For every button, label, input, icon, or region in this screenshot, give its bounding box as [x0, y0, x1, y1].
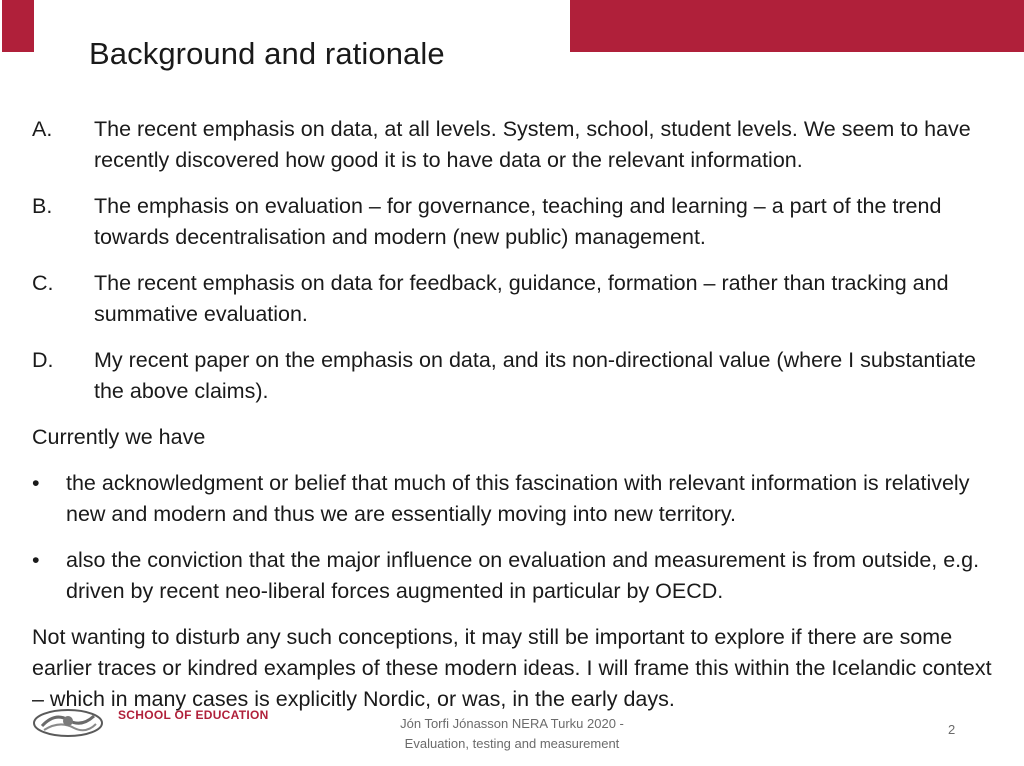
- list-item: [32, 114, 1000, 176]
- footer-line-topic: Evaluation, testing and measurement: [404, 736, 620, 751]
- list-item: [32, 268, 1000, 330]
- list-marker: D.: [32, 348, 54, 372]
- school-of-education-label: SCHOOL OF EDUCATION: [118, 708, 269, 722]
- list-marker: C.: [32, 271, 54, 295]
- section-intro: Currently we have: [32, 425, 206, 449]
- header-accent-bar-right: [570, 0, 1024, 52]
- slide-title: Background and rationale: [89, 36, 445, 71]
- closing-paragraph: Not wanting to disturb any such conceptions, it may still be important to explore if there are some earlier traces or kindred examples of these modern ideas. I will frame this within the Icelandic context – which in many cases is explicitly Nordic, or was, in the early days.: [32, 625, 992, 711]
- list-item-text: The recent emphasis on data, at all levels. System, school, student levels. We seem to have recently discovered how good it is to have data or the relevant information.: [94, 117, 971, 172]
- bullet-marker: •: [32, 471, 40, 495]
- list-marker: A.: [32, 117, 53, 141]
- header-accent-bar-left: [2, 0, 34, 52]
- bullet-marker: •: [32, 548, 40, 572]
- list-item-text: The recent emphasis on data for feedback, guidance, formation – rather than tracking and summative evaluation.: [94, 271, 949, 326]
- footer-line-author: Jón Torfi Jónasson NERA Turku 2020 -: [400, 716, 624, 731]
- list-marker: B.: [32, 194, 53, 218]
- bullet-item: [32, 468, 1000, 530]
- list-item-text: The emphasis on evaluation – for governance, teaching and learning – a part of the trend towards decentralisation and modern (new public) management.: [94, 194, 942, 249]
- bullet-item: [32, 545, 1000, 607]
- slide-content: [32, 114, 1000, 730]
- list-item: [32, 345, 1000, 407]
- bullet-item-text: also the conviction that the major influence on evaluation and measurement is from outside, e.g. driven by recent neo-liberal forces augmented in particular by OECD.: [66, 548, 980, 603]
- list-item-text: My recent paper on the emphasis on data, and its non-directional value (where I substantiate the above claims).: [94, 348, 977, 403]
- footer-citation: [380, 714, 644, 754]
- bullet-item-text: the acknowledgment or belief that much of this fascination with relevant information is relatively new and modern and thus we are essentially moving into new territory.: [66, 471, 970, 526]
- page-number: 2: [948, 722, 956, 737]
- list-item: [32, 191, 1000, 253]
